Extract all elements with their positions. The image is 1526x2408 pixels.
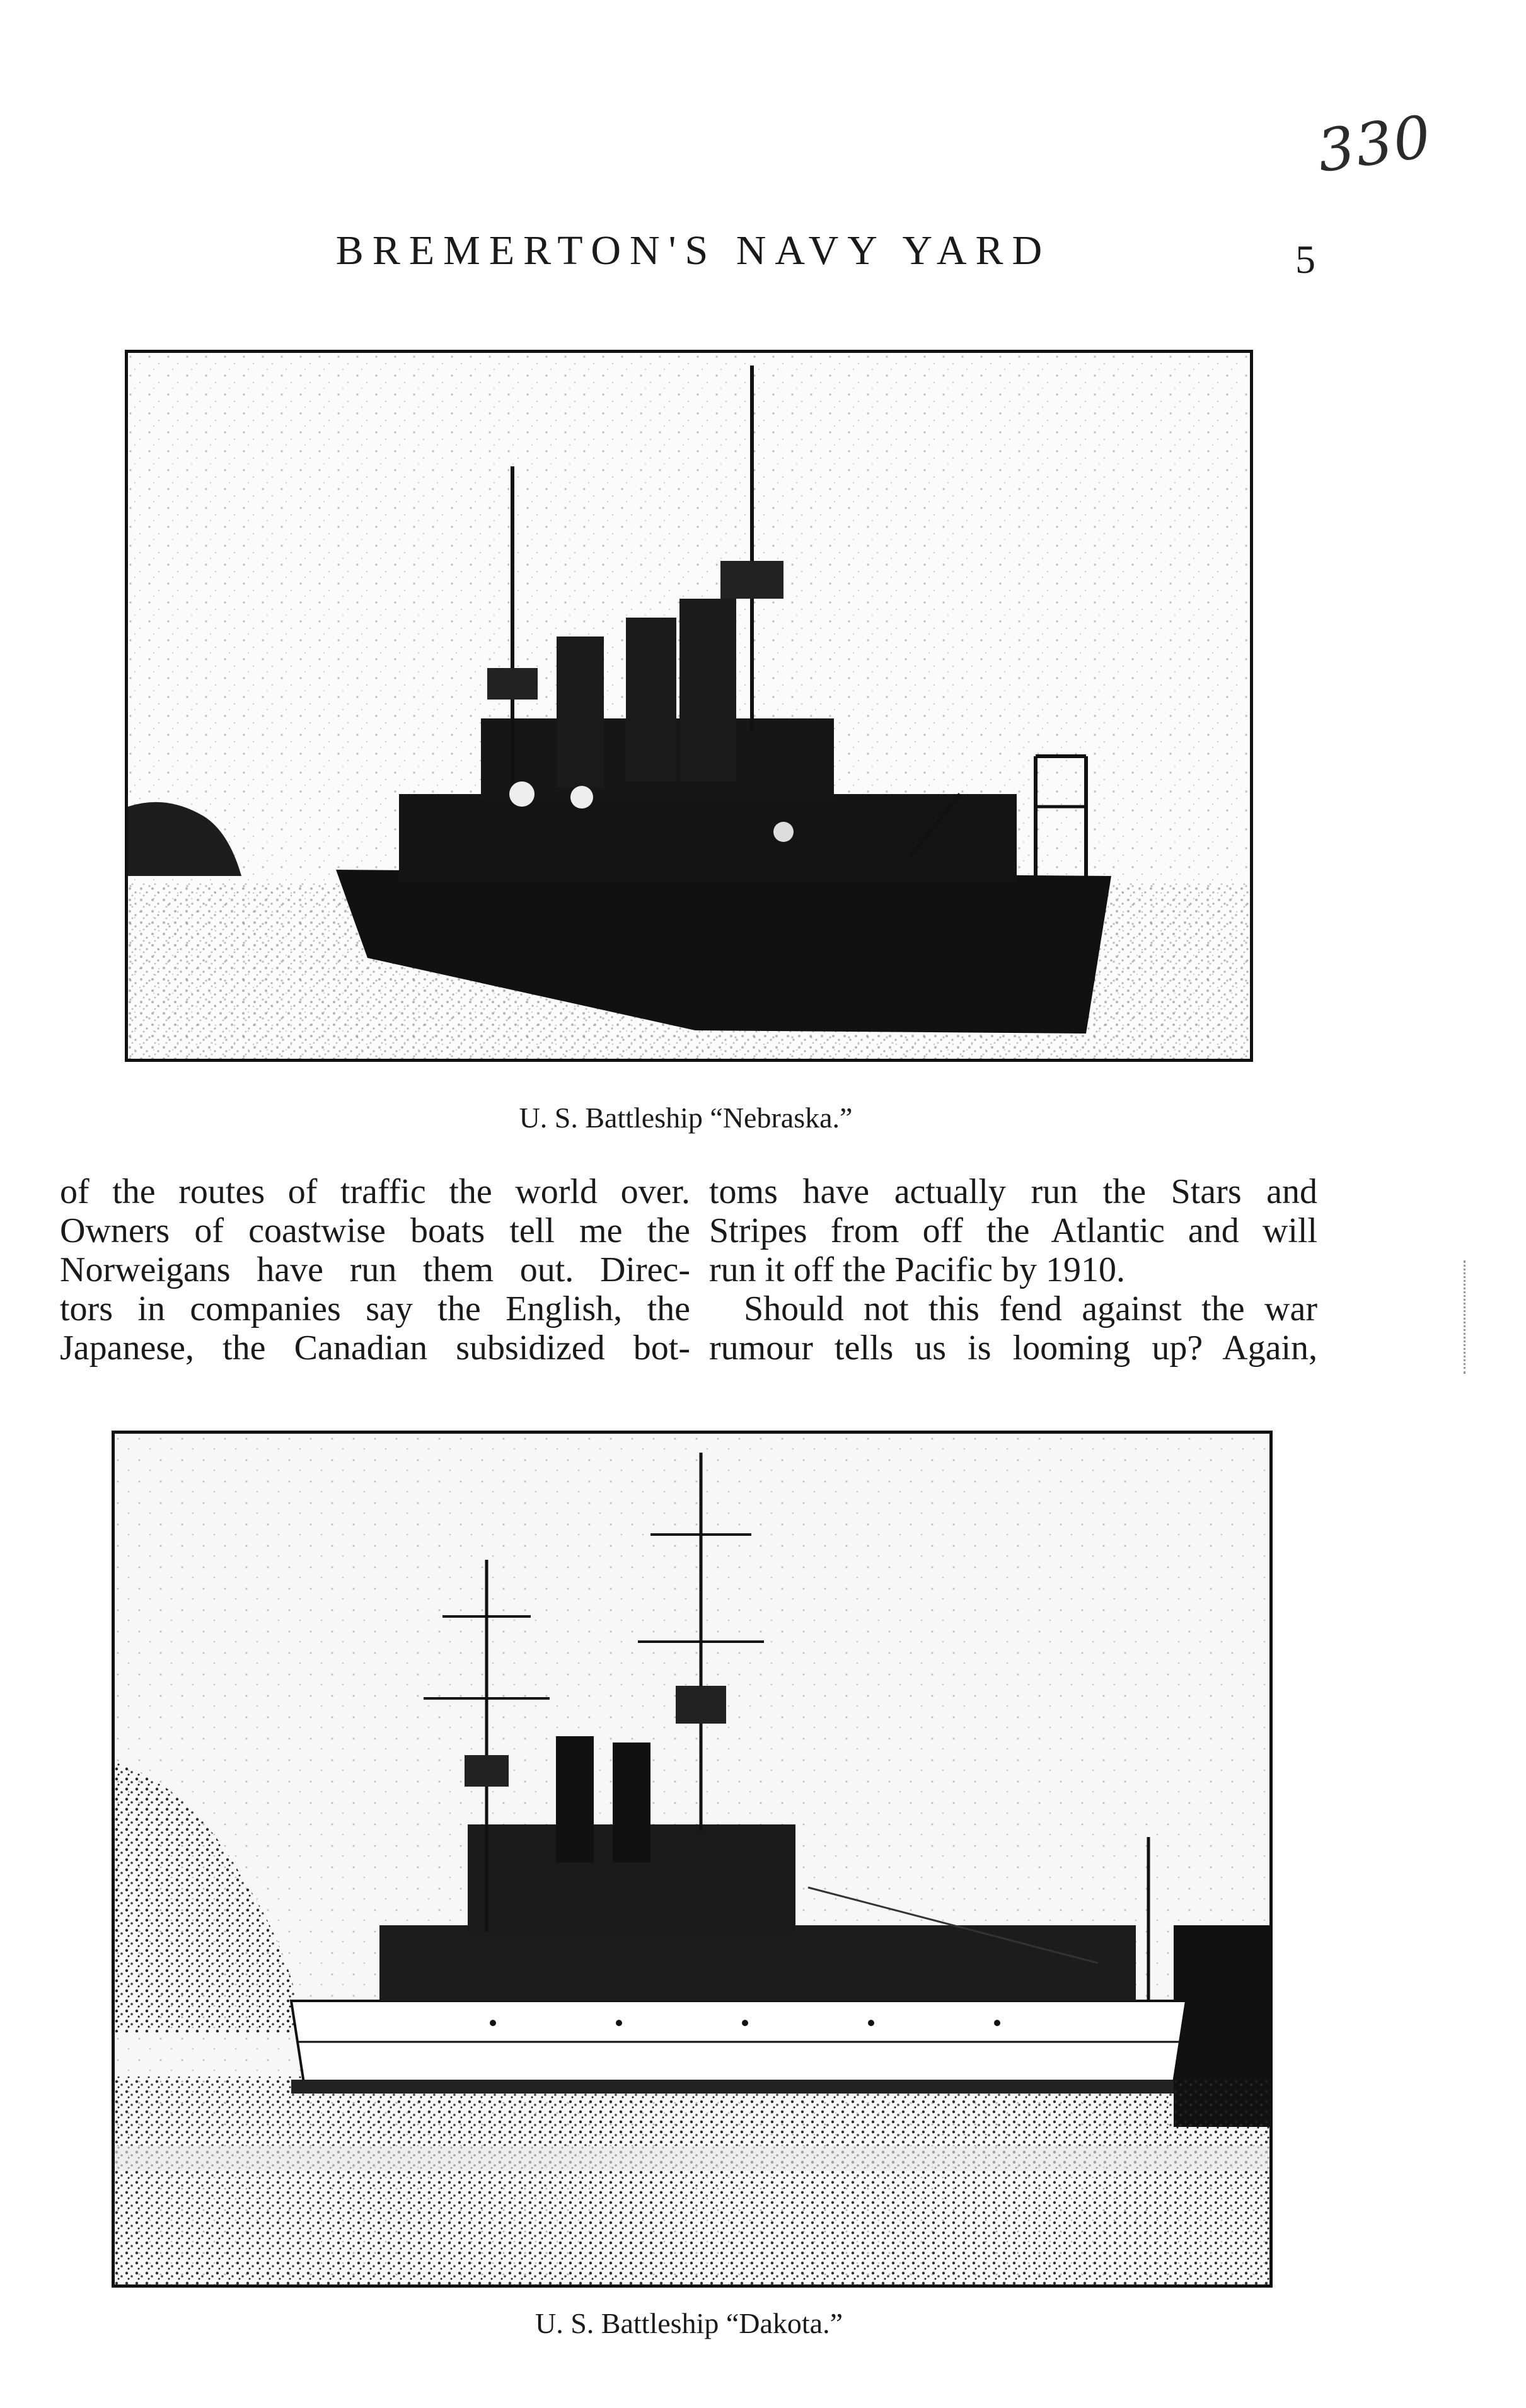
text-line: Norweigans have run them out. Direc- [60, 1250, 690, 1289]
running-head: BREMERTON'S NAVY YARD [335, 228, 1051, 274]
handwritten-page-number: 330 [1313, 102, 1436, 186]
text-line: Owners of coastwise boats tell me the [60, 1211, 690, 1250]
dakota-photo [112, 1431, 1273, 2288]
nebraska-caption: U. S. Battleship “Nebraska.” [519, 1102, 853, 1134]
text-line: of the routes of traffic the world over. [60, 1172, 690, 1211]
text-line: Should not this fend against the war [744, 1289, 1317, 1328]
text-line: rumour tells us is looming up? Again, [709, 1328, 1317, 1368]
nebraska-photo [125, 350, 1253, 1062]
margin-mark [1464, 1260, 1467, 1374]
body-column-left [60, 1172, 690, 1368]
text-line: tors in companies say the English, the [60, 1289, 690, 1328]
body-column-right [709, 1172, 1317, 1368]
text-line: Japanese, the Canadian subsidized bot- [60, 1328, 690, 1368]
text-line: Stripes from off the Atlantic and will [709, 1211, 1317, 1250]
dakota-caption: U. S. Battleship “Dakota.” [535, 2307, 843, 2339]
text-line: toms have actually run the Stars and [709, 1172, 1317, 1211]
page-number: 5 [1295, 237, 1315, 282]
text-line: run it off the Pacific by 1910. [709, 1250, 1125, 1289]
